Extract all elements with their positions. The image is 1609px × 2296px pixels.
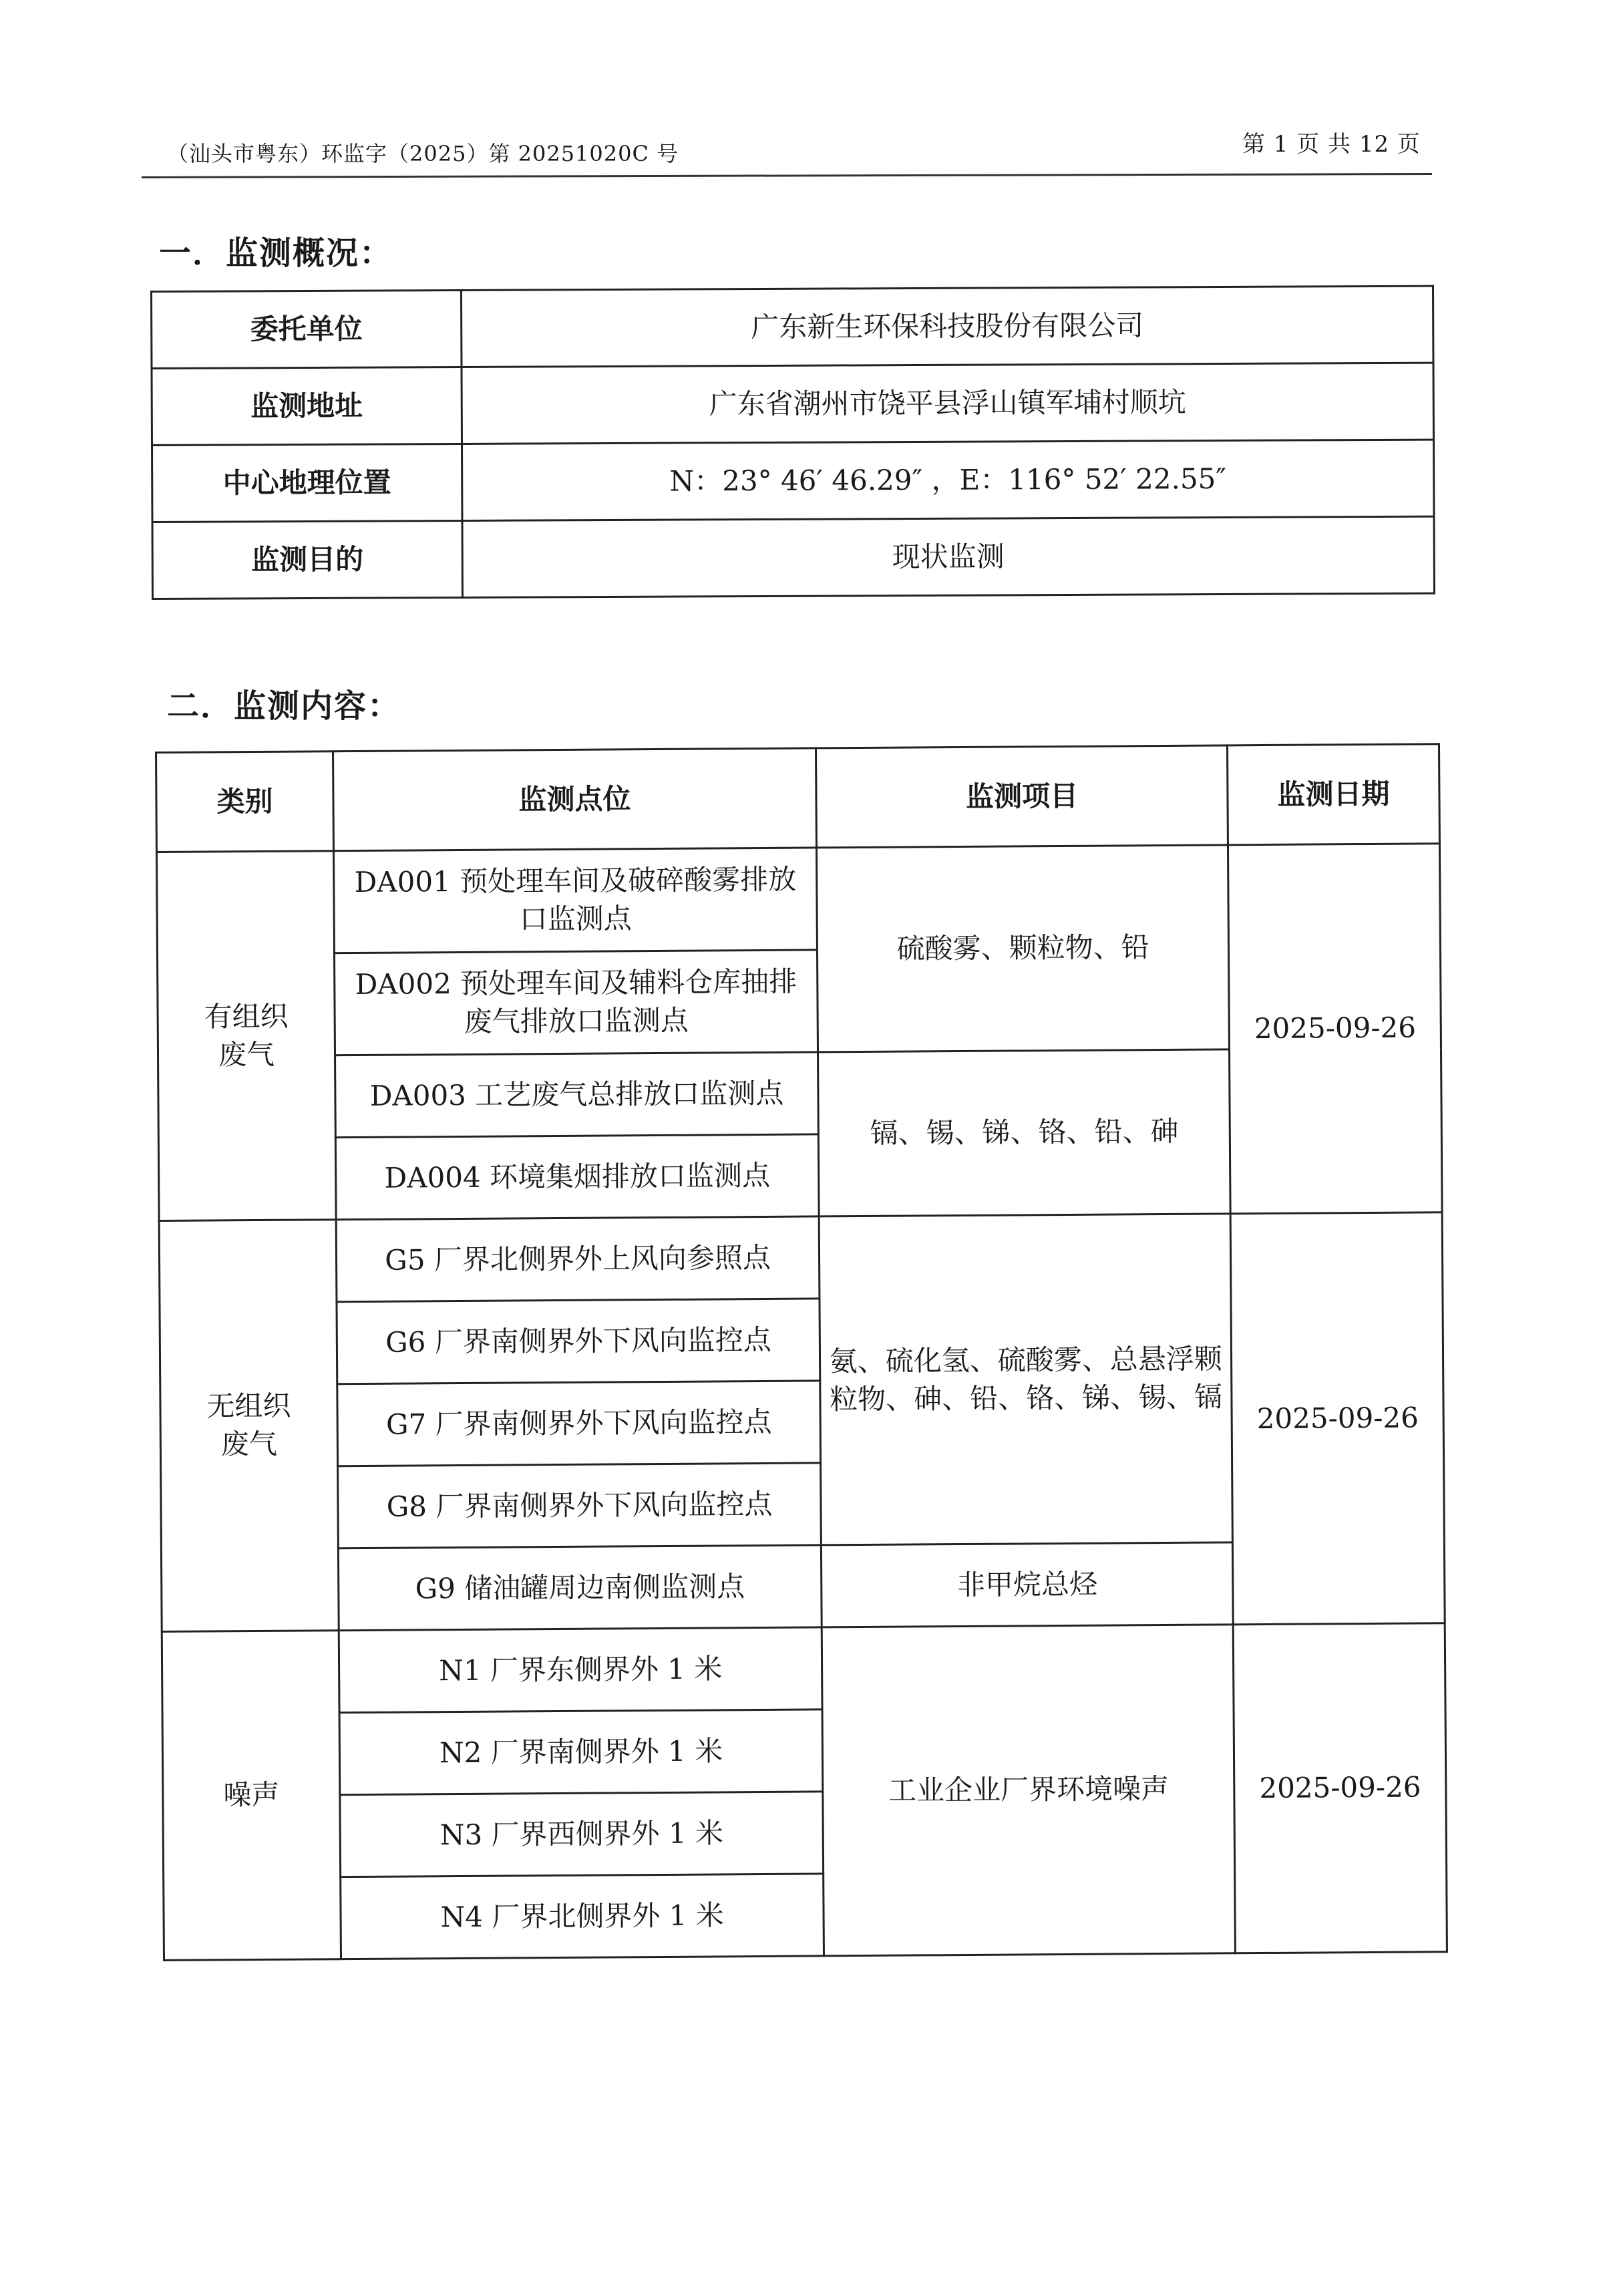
date-cell: 2025-09-26 [1233,1623,1447,1953]
overview-value: N：23° 46′ 46.29″ ，E：116° 52′ 22.55″ [462,440,1434,520]
table-row [152,286,1433,368]
point-cell: N3 厂界西侧界外 1 米 [340,1792,824,1877]
overview-value: 广东省潮州市饶平县浮山镇军埔村顺坑 [462,363,1433,444]
table-row [152,440,1434,522]
section-title-overview: 一．监测概况： [159,234,393,272]
column-header: 监测项目 [816,746,1228,848]
category-cell: 有组织 废气 [156,851,336,1221]
overview-label: 监测目的 [152,520,462,599]
table-row [156,844,1440,955]
overview-label: 中心地理位置 [152,444,462,522]
item-cell: 氨、硫化氢、硫酸雾、总悬浮颗粒物、砷、铅、铬、锑、锡、镉 [819,1214,1232,1545]
column-header: 类别 [156,752,334,852]
column-header: 监测点位 [333,748,817,851]
overview-table [150,285,1435,600]
point-cell: DA004 环境集烟排放口监测点 [335,1134,819,1220]
header-page-info: 第 1 页 共 12 页 [1242,131,1421,158]
header-doc-number: （汕头市粤东）环监字（2025）第 20251020C 号 [167,141,679,166]
section-title-content: 二．监测内容： [167,687,401,725]
point-cell: DA001 预处理车间及破碎酸雾排放口监测点 [333,848,817,953]
table-row [159,1212,1443,1303]
table-row [162,1623,1445,1714]
point-cell: DA003 工艺废气总排放口监测点 [335,1052,819,1138]
point-cell: N4 厂界北侧界外 1 米 [341,1874,824,1959]
point-cell: G9 储油罐周边南侧监测点 [338,1545,822,1631]
point-cell: G8 厂界南侧界外下风向监控点 [338,1463,822,1548]
point-cell: G6 厂界南侧界外下风向监控点 [337,1299,820,1384]
table-row [152,516,1434,599]
date-cell: 2025-09-26 [1228,844,1442,1214]
point-cell: N2 厂界南侧界外 1 米 [339,1709,823,1795]
point-cell: G5 厂界北侧界外上风向参照点 [336,1216,820,1302]
overview-value: 广东新生环保科技股份有限公司 [462,286,1433,367]
item-cell: 镉、锡、锑、铬、铅、砷 [818,1049,1231,1216]
column-header: 监测日期 [1228,744,1440,845]
table-row [152,363,1433,445]
header-rule [142,173,1432,178]
item-cell: 非甲烷总烃 [822,1542,1234,1627]
point-cell: N1 厂界东侧界外 1 米 [339,1627,822,1713]
item-cell: 工业企业厂界环境噪声 [822,1625,1235,1956]
overview-label: 委托单位 [152,290,462,368]
point-cell: G7 厂界南侧界外下风向监控点 [337,1381,821,1466]
overview-value: 现状监测 [462,516,1434,597]
overview-label: 监测地址 [152,367,462,445]
table-header-row [156,744,1440,852]
category-cell: 无组织 废气 [159,1220,339,1632]
point-cell: DA002 预处理车间及辅料仓库抽排废气排放口监测点 [335,950,818,1055]
content-table [155,743,1448,1961]
date-cell: 2025-09-26 [1230,1212,1445,1625]
category-cell: 噪声 [162,1631,341,1961]
item-cell: 硫酸雾、颗粒物、铅 [817,845,1230,1052]
